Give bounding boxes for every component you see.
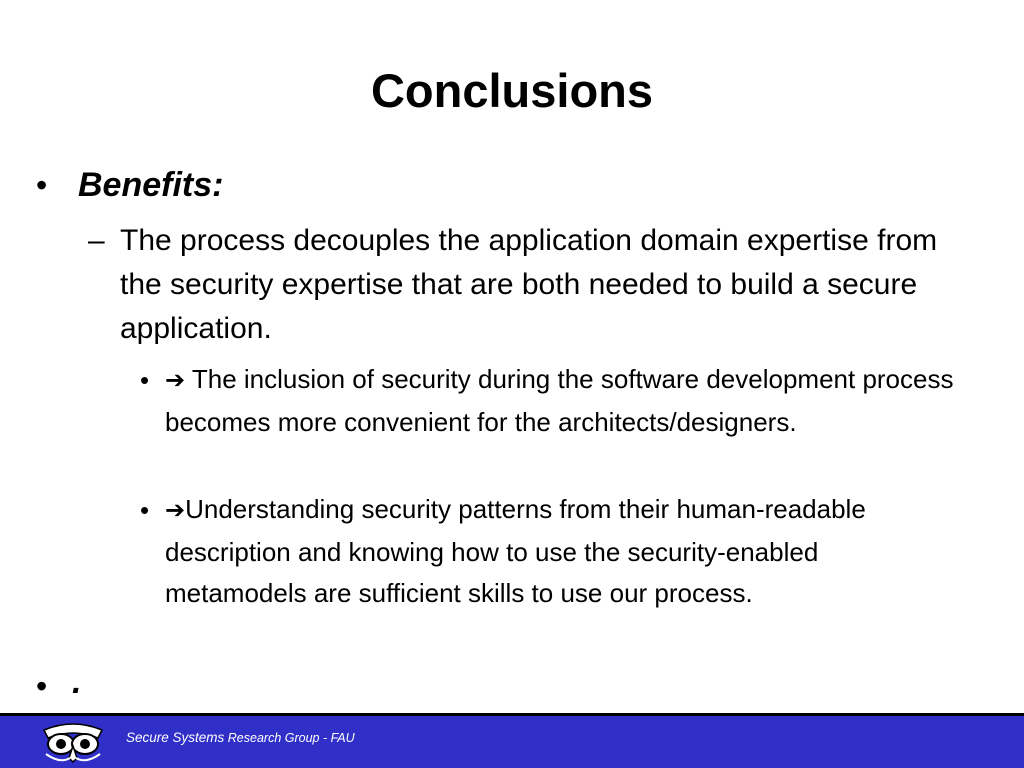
footer-part1: Secure Systems [126, 730, 225, 745]
benefits-heading: Benefits: [78, 166, 224, 204]
footer-part2: Research Group - FAU [224, 731, 355, 745]
owl-logo-icon [40, 720, 106, 764]
arrow-right-icon: ➔ [165, 366, 186, 394]
decouple-statement: The process decouples the application domain expertise from the security expertise that are both needed to build a secure application. [120, 224, 938, 345]
skills-point [165, 489, 965, 615]
footer-caption [126, 730, 355, 745]
arrow-right-icon: ➔ [165, 496, 186, 524]
empty-bullet-text: . [72, 663, 82, 701]
bullet-marker: • [140, 365, 150, 395]
skills-text: Understanding security patterns from their human-readable description and knowing how to use the security-enabled metamodels are sufficient skills to use our process. [165, 494, 866, 608]
convenience-point [165, 359, 965, 443]
slide-title: Conclusions [370, 64, 654, 117]
bullet-marker: • [36, 668, 48, 704]
bullet-marker: • [36, 167, 48, 203]
convenience-text: The inclusion of security during the software development process becomes more convenient for the architects/designers. [165, 364, 954, 437]
bullet-marker: • [140, 495, 150, 525]
footer-bar [0, 713, 1024, 768]
dash-marker: – [88, 224, 105, 257]
